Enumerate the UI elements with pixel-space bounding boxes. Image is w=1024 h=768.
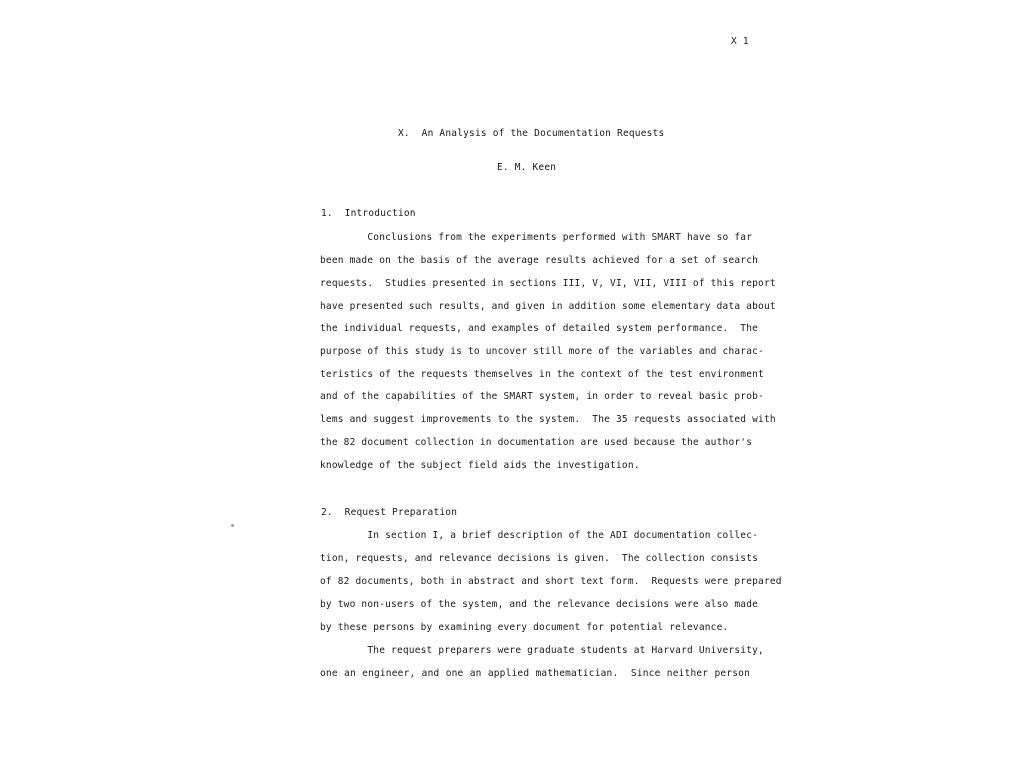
paragraph-line: knowledge of the subject field aids the investigation.: [320, 460, 640, 471]
section-heading-introduction: 1. Introduction: [321, 208, 416, 219]
paragraph-line: have presented such results, and given in addition some elementary data about: [320, 301, 776, 312]
paragraph-line: teristics of the requests themselves in the context of the test environment: [320, 369, 764, 380]
paragraph-line: by two non-users of the system, and the relevance decisions were also made: [320, 599, 759, 610]
paragraph-line: the 82 document collection in documentation are used because the author's: [320, 437, 753, 448]
paragraph-line: The request preparers were graduate students at Harvard University,: [320, 645, 764, 656]
paragraph-line: one an engineer, and one an applied mathematician. Since neither person: [320, 668, 750, 679]
paragraph-line: been made on the basis of the average results achieved for a set of search: [320, 255, 759, 266]
paragraph-line: tion, requests, and relevance decisions is given. The collection consists: [320, 553, 759, 564]
paragraph-line: lems and suggest improvements to the system. The 35 requests associated with: [320, 414, 776, 425]
page-number: X 1: [731, 36, 749, 47]
paragraph-line: the individual requests, and examples of detailed system performance. The: [320, 323, 759, 334]
author: E. M. Keen: [497, 162, 557, 173]
paragraph-line: In section I, a brief description of the ADI documentation collec-: [320, 530, 759, 541]
document-title: X. An Analysis of the Documentation Requests: [398, 128, 665, 139]
paragraph-line: purpose of this study is to uncover still more of the variables and charac-: [320, 346, 764, 357]
section-heading-request-preparation: 2. Request Preparation: [321, 507, 458, 518]
paragraph-line: Conclusions from the experiments performed with SMART have so far: [320, 232, 753, 243]
paragraph-line: of 82 documents, both in abstract and short text form. Requests were prepared: [320, 576, 782, 587]
paragraph-line: and of the capabilities of the SMART system, in order to reveal basic prob-: [320, 391, 764, 402]
paragraph-line: requests. Studies presented in sections III, V, VI, VII, VIII of this report: [320, 278, 776, 289]
paragraph-line: by these persons by examining every document for potential relevance.: [320, 622, 729, 633]
scan-speck: [231, 524, 234, 527]
